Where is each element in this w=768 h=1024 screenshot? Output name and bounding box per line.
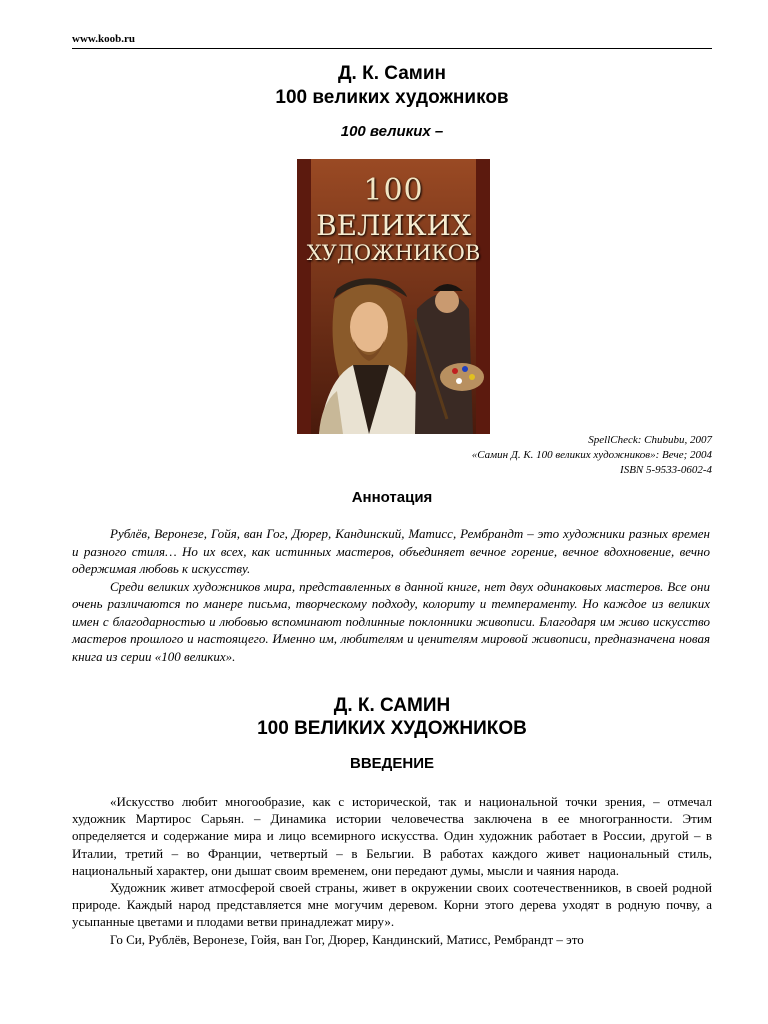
- section-book-title: 100 ВЕЛИКИХ ХУДОЖНИКОВ: [257, 718, 527, 739]
- header-divider: [72, 48, 712, 49]
- annotation-text: [72, 525, 710, 665]
- body-paragraph: Художник живет атмосферой своей страны, живет в окружении своих соотечественников, в своей родной природе. Каждый народ представляется мне могучим деревом. Корни этого дерева уходят в родную почву, а усыпанные цветами и плодами ветви принадлежат миру».: [72, 880, 712, 930]
- annotation-paragraph: Среди великих художников мира, представленных в данной книге, нет двух одинаковых мастеров. Все они очень различаются по манере письма, творческому подходу, колориту и темпераменту. Но каждое из великих имен с благодарностью и любовью вспоминают подлинные поклонники живописи. Благодаря им живо искусство мастеров прошлого и настоящего. Именно им, любителям и ценителям мировой живописи, предназначена новая книга из серии «100 великих».: [72, 578, 710, 664]
- body-paragraph: «Искусство любит многообразие, как с исторической, так и национальной точки зрения, – отмечал художник Мартирос Сарьян. – Динамика истории человечества заключена в ее многогранности. Этим определяется и содержание мира и лицо всемирного искусства. Один художник работает в России, другой – в Италии, третий – во Франции, четвертый – в Бельгии. В работах каждого живет национальный стиль, национальный характер, они дышат своим временем, они передают думы, мысли и чаяния народа.: [72, 794, 712, 878]
- introduction-text: [72, 793, 712, 948]
- annotation-paragraph: Рублёв, Веронезе, Гойя, ван Гог, Дюрер, Кандинский, Матисс, Рембрандт – это художники разных времен и разного стиля… Но их всех, как истинных мастеров, объединяет вечное горение, вечное вдохновение, вечно одержимая любовь к искусству.: [72, 526, 710, 576]
- site-url[interactable]: www.koob.ru: [72, 33, 135, 45]
- book-author: Д. К. Самин: [338, 63, 446, 84]
- book-title: 100 великих художников: [275, 87, 509, 108]
- body-paragraph: Го Си, Рублёв, Веронезе, Гойя, ван Гог, Дюрер, Кандинский, Матисс, Рембрандт – это: [110, 931, 584, 947]
- cover-title-line1: ВЕЛИКИХ: [316, 209, 471, 242]
- introduction-heading: ВВЕДЕНИЕ: [350, 755, 434, 772]
- spellcheck-credit: SpellCheck: Chububu, 2007: [588, 434, 712, 446]
- cover-number: 100: [363, 173, 424, 208]
- annotation-heading: Аннотация: [351, 489, 433, 506]
- section-author: Д. К. САМИН: [333, 695, 451, 716]
- section-title-block: [72, 694, 712, 740]
- citation: «Самин Д. К. 100 великих художников»: Вече; 2004: [471, 449, 712, 461]
- isbn: ISBN 5-9533-0602-4: [620, 464, 712, 476]
- book-cover-image: [297, 159, 490, 434]
- book-title-block: [72, 62, 712, 110]
- publication-meta: [300, 433, 712, 478]
- cover-title-line2: ХУДОЖНИКОВ: [306, 241, 481, 265]
- series-name: 100 великих –: [340, 123, 444, 140]
